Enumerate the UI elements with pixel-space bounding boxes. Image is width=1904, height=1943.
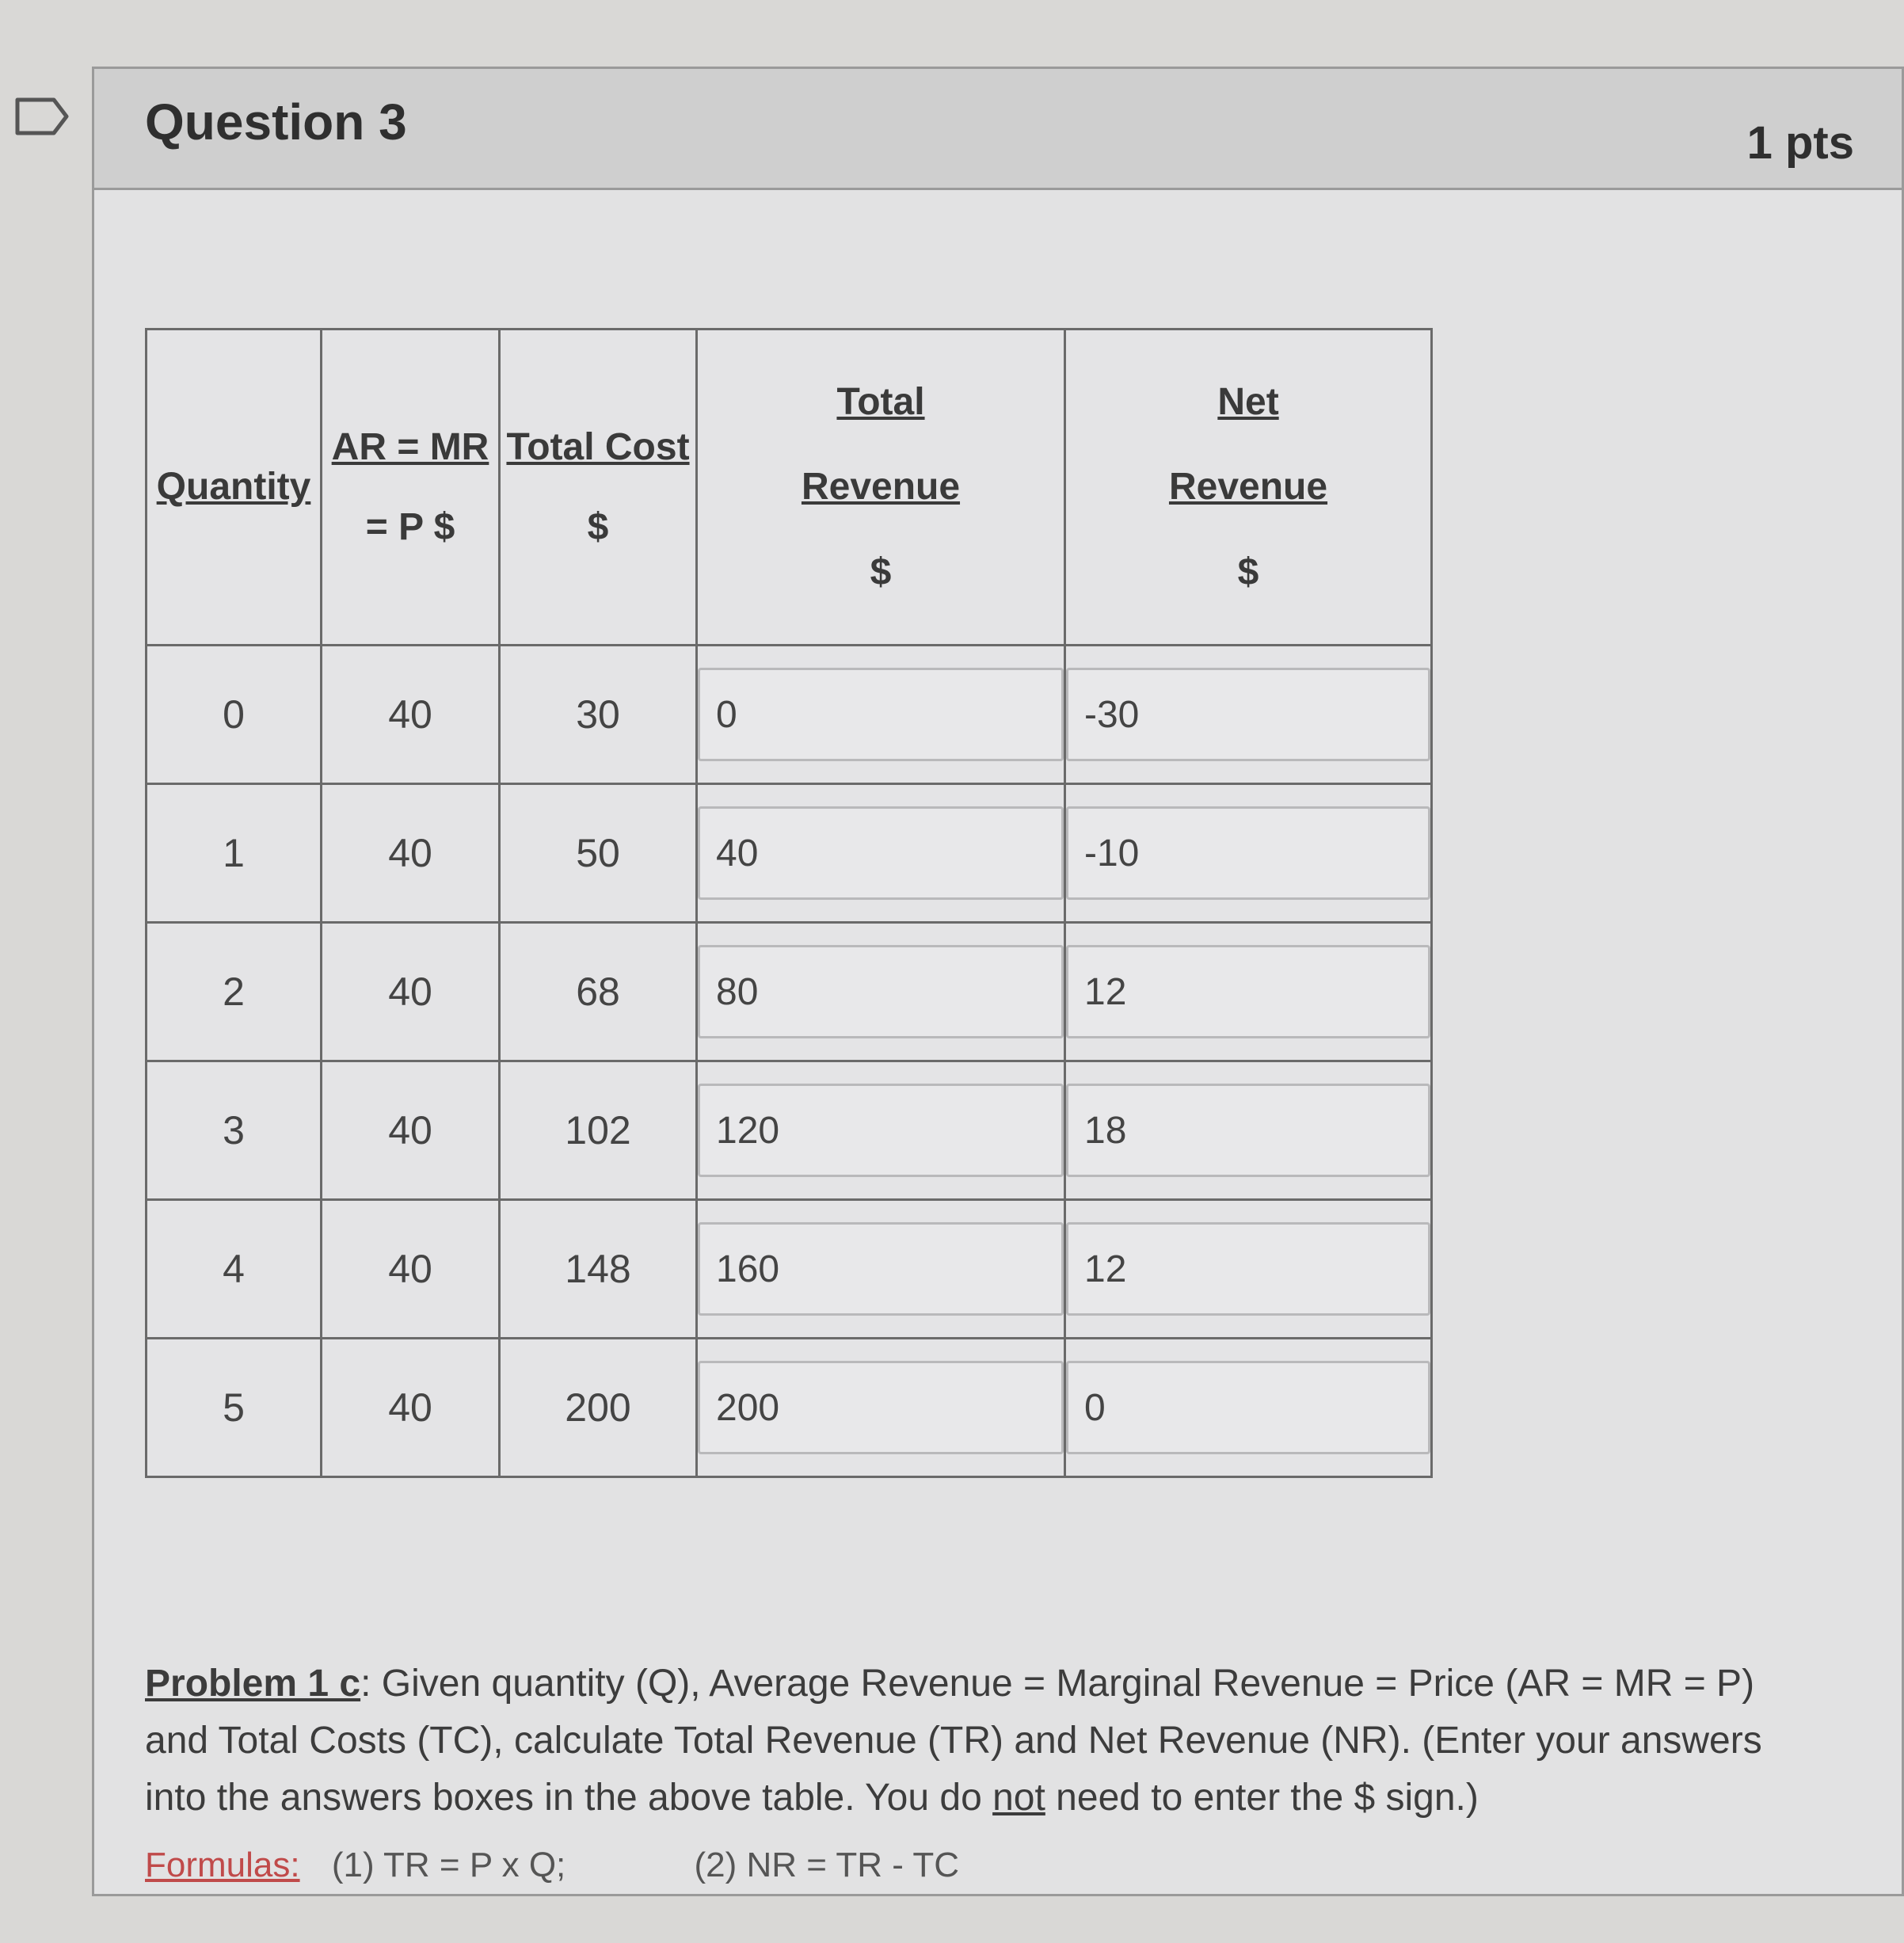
problem-label: Problem 1 c: [145, 1663, 361, 1705]
total-cost-cell: 50: [500, 784, 697, 923]
table-row: [147, 923, 1432, 1061]
problem-text-part2: need to enter the $ sign.): [1045, 1777, 1479, 1819]
total-revenue-input[interactable]: [698, 1084, 1064, 1177]
total-revenue-input[interactable]: [698, 1222, 1064, 1316]
net-revenue-cell: [1065, 1061, 1432, 1200]
total-revenue-cell: [697, 646, 1065, 784]
header-net-revenue: Net Revenue $: [1065, 330, 1432, 646]
total-cost-cell: 30: [500, 646, 697, 784]
total-revenue-cell: [697, 1061, 1065, 1200]
formula-tr: (1) TR = P x Q;: [331, 1846, 566, 1884]
total-revenue-input[interactable]: [698, 1361, 1064, 1454]
total-revenue-cell: [697, 1200, 1065, 1339]
question-title: Question 3: [145, 93, 407, 150]
quantity-cell: 5: [147, 1339, 322, 1477]
total-revenue-input[interactable]: [698, 945, 1064, 1038]
net-revenue-input[interactable]: [1066, 1084, 1430, 1177]
net-revenue-input[interactable]: [1066, 1361, 1430, 1454]
quantity-cell: 2: [147, 923, 322, 1061]
problem-statement: [145, 1655, 1792, 1827]
header-total-cost: Total Cost $: [500, 330, 697, 646]
total-revenue-cell: [697, 784, 1065, 923]
total-revenue-input[interactable]: [698, 806, 1064, 900]
problem-not-word: not: [992, 1777, 1045, 1819]
problem-text-part1: : Given quantity (Q), Average Revenue = Marginal Revenue = Price (AR = MR = P) and Total Costs (TC), calculate Total Revenue (TR) and Net Revenue (NR). (Enter your answers into the answers boxes in the above table. You do: [145, 1663, 1762, 1819]
net-revenue-cell: [1065, 1339, 1432, 1477]
table-row: [147, 1339, 1432, 1477]
formulas-line: [145, 1846, 959, 1885]
net-revenue-cell: [1065, 784, 1432, 923]
net-revenue-input[interactable]: [1066, 668, 1430, 761]
net-revenue-input[interactable]: [1066, 806, 1430, 900]
price-cell: 40: [322, 646, 500, 784]
bookmark-icon[interactable]: [14, 97, 70, 136]
formulas-label: Formulas:: [145, 1846, 300, 1884]
header-quantity: Quantity: [147, 330, 322, 646]
question-points: 1 pts: [1746, 117, 1854, 169]
total-revenue-cell: [697, 923, 1065, 1061]
price-cell: 40: [322, 784, 500, 923]
quantity-cell: 0: [147, 646, 322, 784]
price-cell: 40: [322, 923, 500, 1061]
table-row: [147, 1061, 1432, 1200]
net-revenue-cell: [1065, 646, 1432, 784]
total-revenue-input[interactable]: [698, 668, 1064, 761]
question-header: [94, 69, 1902, 190]
net-revenue-input[interactable]: [1066, 1222, 1430, 1316]
revenue-table: [145, 328, 1433, 1478]
table-row: [147, 784, 1432, 923]
total-cost-cell: 148: [500, 1200, 697, 1339]
total-cost-cell: 68: [500, 923, 697, 1061]
header-total-revenue: Total Revenue $: [697, 330, 1065, 646]
formula-nr: (2) NR = TR - TC: [694, 1846, 960, 1884]
quantity-cell: 1: [147, 784, 322, 923]
total-revenue-cell: [697, 1339, 1065, 1477]
price-cell: 40: [322, 1200, 500, 1339]
total-cost-cell: 200: [500, 1339, 697, 1477]
quantity-cell: 4: [147, 1200, 322, 1339]
header-price: AR = MR = P $: [322, 330, 500, 646]
table-row: [147, 646, 1432, 784]
net-revenue-cell: [1065, 923, 1432, 1061]
quantity-cell: 3: [147, 1061, 322, 1200]
net-revenue-cell: [1065, 1200, 1432, 1339]
price-cell: 40: [322, 1061, 500, 1200]
table-header-row: [147, 330, 1432, 646]
table-row: [147, 1200, 1432, 1339]
question-card: [92, 67, 1904, 1896]
price-cell: 40: [322, 1339, 500, 1477]
total-cost-cell: 102: [500, 1061, 697, 1200]
net-revenue-input[interactable]: [1066, 945, 1430, 1038]
